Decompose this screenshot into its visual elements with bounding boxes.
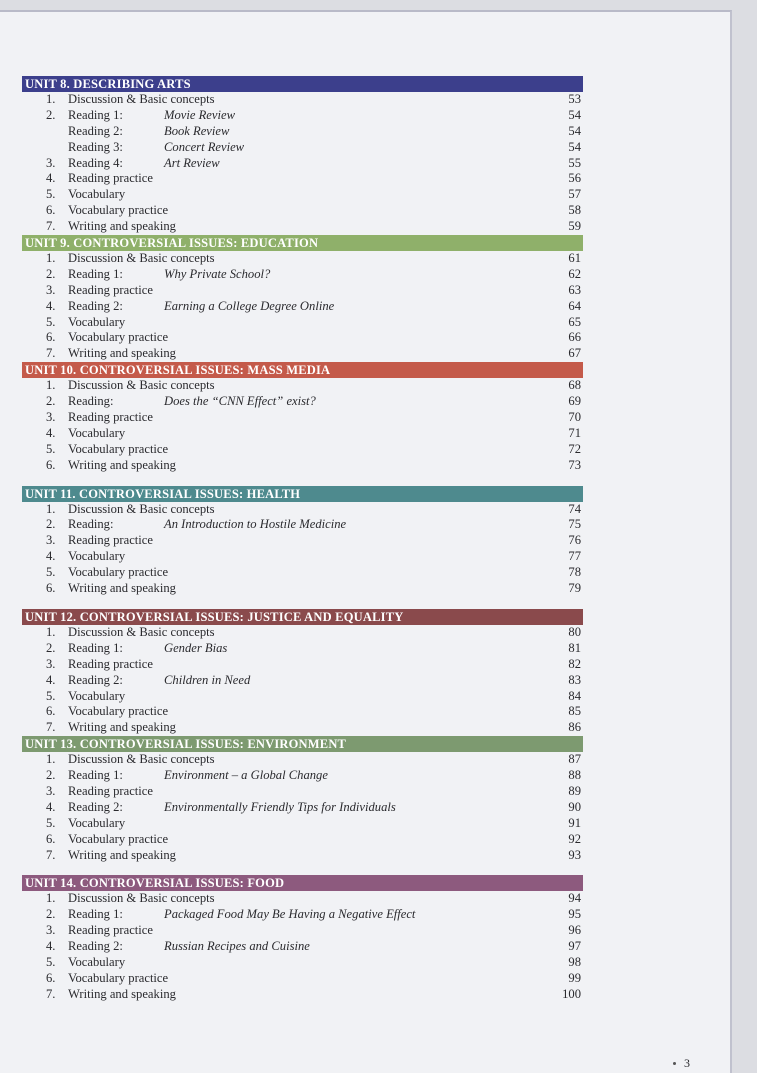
entry-label: Reading 3: bbox=[68, 139, 123, 154]
entry-label: Vocabulary practice bbox=[68, 441, 169, 456]
entry-label: Discussion & Basic concepts bbox=[68, 92, 215, 106]
toc-entry bbox=[22, 955, 590, 971]
entry-page-number: 59 bbox=[568, 219, 581, 234]
toc-entry bbox=[22, 124, 590, 140]
entry-label: Reading 1: bbox=[68, 107, 123, 122]
toc-entry bbox=[22, 92, 590, 108]
entry-number: 4. bbox=[46, 549, 56, 564]
entry-label: Writing and speaking bbox=[68, 581, 176, 596]
entry-label: Discussion & Basic concepts bbox=[68, 378, 215, 393]
entry-label: Writing and speaking bbox=[68, 219, 176, 234]
entry-label: Writing and speaking bbox=[68, 986, 176, 1001]
toc-entry bbox=[22, 533, 590, 549]
entry-label: Writing and speaking bbox=[68, 457, 176, 472]
entry-number: 6. bbox=[46, 704, 56, 719]
toc-entry bbox=[22, 410, 590, 426]
entry-title: Packaged Food May Be Having a Negative Effect bbox=[164, 907, 416, 922]
toc-entry bbox=[22, 517, 590, 533]
entry-page-number: 54 bbox=[568, 123, 581, 138]
toc-unit bbox=[22, 235, 590, 362]
entry-number: 6. bbox=[46, 581, 56, 596]
entry-page-number: 56 bbox=[568, 171, 581, 186]
toc-entry bbox=[22, 720, 590, 736]
entry-label: Reading practice bbox=[68, 923, 153, 938]
entry-label: Vocabulary practice bbox=[68, 203, 169, 218]
entry-label: Vocabulary practice bbox=[68, 565, 169, 580]
toc-entry bbox=[22, 689, 590, 705]
entry-number: 7. bbox=[46, 720, 56, 735]
toc-entry bbox=[22, 187, 590, 203]
entry-label: Writing and speaking bbox=[68, 346, 176, 361]
entry-label: Reading 1: bbox=[68, 768, 123, 783]
entry-number: 6. bbox=[46, 831, 56, 846]
toc-entry bbox=[22, 108, 590, 124]
entry-label: Vocabulary bbox=[68, 425, 126, 440]
entry-page-number: 83 bbox=[568, 672, 581, 687]
entry-page-number: 100 bbox=[562, 986, 581, 1001]
toc-entry bbox=[22, 203, 590, 219]
toc-entry bbox=[22, 704, 590, 720]
entry-number: 1. bbox=[46, 251, 56, 266]
entry-page-number: 84 bbox=[568, 688, 581, 703]
toc-entry bbox=[22, 565, 590, 581]
entry-page-number: 69 bbox=[568, 394, 581, 409]
entry-title: Earning a College Degree Online bbox=[164, 298, 335, 313]
ink-dot bbox=[673, 1062, 676, 1065]
toc-entry bbox=[22, 283, 590, 299]
toc-unit bbox=[22, 362, 590, 473]
toc-entry bbox=[22, 657, 590, 673]
entry-page-number: 82 bbox=[568, 656, 581, 671]
toc-unit bbox=[22, 609, 590, 736]
entry-page-number: 53 bbox=[568, 92, 581, 106]
entry-page-number: 72 bbox=[568, 441, 581, 456]
toc-entry bbox=[22, 549, 590, 565]
entry-page-number: 71 bbox=[568, 425, 581, 440]
entry-page-number: 77 bbox=[568, 549, 581, 564]
entry-label: Vocabulary bbox=[68, 688, 126, 703]
entry-label: Discussion & Basic concepts bbox=[68, 624, 215, 639]
entry-page-number: 68 bbox=[568, 378, 581, 393]
toc-unit bbox=[22, 486, 590, 597]
entry-label: Reading practice bbox=[68, 282, 153, 297]
entry-label: Reading 2: bbox=[68, 799, 123, 814]
toc-entry bbox=[22, 140, 590, 156]
toc-entry bbox=[22, 768, 590, 784]
toc-entry bbox=[22, 458, 590, 474]
unit-heading: UNIT 8. DESCRIBING ARTS bbox=[22, 76, 583, 92]
entry-number: 2. bbox=[46, 394, 56, 409]
entry-label: Reading 4: bbox=[68, 155, 123, 170]
entry-page-number: 67 bbox=[568, 346, 581, 361]
toc-entry bbox=[22, 171, 590, 187]
unit-heading: UNIT 10. CONTROVERSIAL ISSUES: MASS MEDIA bbox=[22, 362, 583, 378]
entry-title: Movie Review bbox=[164, 107, 235, 122]
toc-unit bbox=[22, 736, 590, 863]
entry-number: 2. bbox=[46, 768, 56, 783]
entry-page-number: 91 bbox=[568, 815, 581, 830]
toc-entry bbox=[22, 641, 590, 657]
entry-page-number: 75 bbox=[568, 517, 581, 532]
unit-heading: UNIT 13. CONTROVERSIAL ISSUES: ENVIRONMENT bbox=[22, 736, 583, 752]
entry-number: 3. bbox=[46, 923, 56, 938]
entry-number: 4. bbox=[46, 939, 56, 954]
toc-entry bbox=[22, 394, 590, 410]
entry-page-number: 66 bbox=[568, 330, 581, 345]
entry-page-number: 57 bbox=[568, 187, 581, 202]
entry-title: Concert Review bbox=[164, 139, 245, 154]
entry-page-number: 88 bbox=[568, 768, 581, 783]
entry-page-number: 76 bbox=[568, 533, 581, 548]
entry-label: Reading: bbox=[68, 517, 114, 532]
toc-entry bbox=[22, 330, 590, 346]
unit-heading: UNIT 12. CONTROVERSIAL ISSUES: JUSTICE AND EQUALITY bbox=[22, 609, 583, 625]
entry-number: 5. bbox=[46, 441, 56, 456]
entry-page-number: 73 bbox=[568, 457, 581, 472]
entry-page-number: 80 bbox=[568, 624, 581, 639]
entry-number: 6. bbox=[46, 330, 56, 345]
toc-entry bbox=[22, 673, 590, 689]
entry-label: Vocabulary bbox=[68, 815, 126, 830]
entry-number: 2. bbox=[46, 266, 56, 281]
entry-page-number: 93 bbox=[568, 847, 581, 862]
toc-entry bbox=[22, 581, 590, 597]
toc-entry bbox=[22, 939, 590, 955]
entry-title: An Introduction to Hostile Medicine bbox=[164, 517, 347, 532]
entry-label: Vocabulary practice bbox=[68, 704, 169, 719]
entry-number: 5. bbox=[46, 314, 56, 329]
toc-entry bbox=[22, 442, 590, 458]
entry-label: Reading practice bbox=[68, 171, 153, 186]
entry-page-number: 63 bbox=[568, 282, 581, 297]
entry-label: Reading practice bbox=[68, 783, 153, 798]
entry-page-number: 54 bbox=[568, 139, 581, 154]
entry-page-number: 55 bbox=[568, 155, 581, 170]
entry-label: Discussion & Basic concepts bbox=[68, 501, 215, 516]
entry-number: 5. bbox=[46, 815, 56, 830]
entry-page-number: 99 bbox=[568, 970, 581, 985]
entry-number: 1. bbox=[46, 92, 56, 106]
entry-label: Vocabulary practice bbox=[68, 970, 169, 985]
entry-number: 6. bbox=[46, 457, 56, 472]
toc-unit bbox=[22, 76, 590, 235]
entry-title: Art Review bbox=[164, 155, 220, 170]
entry-page-number: 81 bbox=[568, 640, 581, 655]
entry-page-number: 74 bbox=[568, 501, 581, 516]
toc-entry bbox=[22, 315, 590, 331]
toc-entry bbox=[22, 299, 590, 315]
entry-number: 5. bbox=[46, 954, 56, 969]
entry-number: 1. bbox=[46, 624, 56, 639]
entry-number: 3. bbox=[46, 282, 56, 297]
toc-entry bbox=[22, 426, 590, 442]
entry-label: Vocabulary practice bbox=[68, 330, 169, 345]
entry-page-number: 54 bbox=[568, 107, 581, 122]
toc-entry bbox=[22, 987, 590, 1003]
entry-number: 7. bbox=[46, 986, 56, 1001]
entry-label: Discussion & Basic concepts bbox=[68, 752, 215, 767]
toc-entry bbox=[22, 891, 590, 907]
entry-page-number: 95 bbox=[568, 907, 581, 922]
toc-entry bbox=[22, 752, 590, 768]
entry-number: 7. bbox=[46, 346, 56, 361]
entry-page-number: 78 bbox=[568, 565, 581, 580]
entry-label: Writing and speaking bbox=[68, 720, 176, 735]
unit-heading: UNIT 14. CONTROVERSIAL ISSUES: FOOD bbox=[22, 875, 583, 891]
table-of-contents bbox=[22, 76, 590, 1003]
entry-label: Vocabulary bbox=[68, 314, 126, 329]
entry-label: Reading 2: bbox=[68, 672, 123, 687]
entry-number: 5. bbox=[46, 565, 56, 580]
entry-title: Children in Need bbox=[164, 672, 251, 687]
entry-title: Why Private School? bbox=[164, 266, 271, 281]
document-page bbox=[0, 10, 732, 1073]
entry-page-number: 70 bbox=[568, 410, 581, 425]
toc-entry bbox=[22, 848, 590, 864]
entry-label: Reading 1: bbox=[68, 266, 123, 281]
entry-number: 4. bbox=[46, 672, 56, 687]
entry-number: 3. bbox=[46, 155, 56, 170]
entry-page-number: 64 bbox=[568, 298, 581, 313]
entry-number: 3. bbox=[46, 533, 56, 548]
toc-entry bbox=[22, 378, 590, 394]
entry-page-number: 92 bbox=[568, 831, 581, 846]
entry-number: 1. bbox=[46, 891, 56, 906]
entry-number: 1. bbox=[46, 752, 56, 767]
entry-number: 6. bbox=[46, 203, 56, 218]
entry-page-number: 86 bbox=[568, 720, 581, 735]
entry-number: 7. bbox=[46, 219, 56, 234]
entry-number: 7. bbox=[46, 847, 56, 862]
entry-label: Reading 2: bbox=[68, 123, 123, 138]
entry-number: 2. bbox=[46, 517, 56, 532]
entry-page-number: 97 bbox=[568, 939, 581, 954]
toc-entry bbox=[22, 907, 590, 923]
entry-label: Reading practice bbox=[68, 656, 153, 671]
entry-number: 3. bbox=[46, 410, 56, 425]
entry-page-number: 98 bbox=[568, 954, 581, 969]
entry-title: Gender Bias bbox=[164, 640, 228, 655]
entry-label: Reading 2: bbox=[68, 939, 123, 954]
unit-heading: UNIT 11. CONTROVERSIAL ISSUES: HEALTH bbox=[22, 486, 583, 502]
toc-entry bbox=[22, 502, 590, 518]
entry-label: Vocabulary practice bbox=[68, 831, 169, 846]
entry-label: Reading 1: bbox=[68, 640, 123, 655]
entry-page-number: 90 bbox=[568, 799, 581, 814]
entry-label: Vocabulary bbox=[68, 187, 126, 202]
toc-entry bbox=[22, 784, 590, 800]
entry-label: Reading 1: bbox=[68, 907, 123, 922]
entry-label: Vocabulary bbox=[68, 549, 126, 564]
entry-label: Reading: bbox=[68, 394, 114, 409]
page-number: 3 bbox=[684, 1056, 690, 1070]
entry-page-number: 61 bbox=[568, 251, 581, 266]
entry-page-number: 65 bbox=[568, 314, 581, 329]
entry-number: 1. bbox=[46, 378, 56, 393]
entry-page-number: 87 bbox=[568, 752, 581, 767]
entry-number: 2. bbox=[46, 107, 56, 122]
entry-number: 4. bbox=[46, 298, 56, 313]
entry-label: Discussion & Basic concepts bbox=[68, 251, 215, 266]
toc-entry bbox=[22, 816, 590, 832]
entry-title: Environmentally Friendly Tips for Individuals bbox=[164, 799, 396, 814]
toc-entry bbox=[22, 346, 590, 362]
entry-number: 3. bbox=[46, 783, 56, 798]
entry-label: Writing and speaking bbox=[68, 847, 176, 862]
entry-page-number: 62 bbox=[568, 266, 581, 281]
unit-heading: UNIT 9. CONTROVERSIAL ISSUES: EDUCATION bbox=[22, 235, 583, 251]
entry-number: 4. bbox=[46, 171, 56, 186]
entry-number: 2. bbox=[46, 907, 56, 922]
toc-unit bbox=[22, 875, 590, 1002]
entry-title: Does the “CNN Effect” exist? bbox=[164, 394, 316, 409]
entry-label: Discussion & Basic concepts bbox=[68, 891, 215, 906]
toc-entry bbox=[22, 219, 590, 235]
toc-entry bbox=[22, 971, 590, 987]
entry-title: Russian Recipes and Cuisine bbox=[164, 939, 310, 954]
entry-label: Vocabulary bbox=[68, 954, 126, 969]
entry-number: 4. bbox=[46, 799, 56, 814]
entry-number: 5. bbox=[46, 187, 56, 202]
entry-label: Reading 2: bbox=[68, 298, 123, 313]
entry-title: Book Review bbox=[164, 123, 230, 138]
entry-page-number: 79 bbox=[568, 581, 581, 596]
toc-entry bbox=[22, 832, 590, 848]
entry-number: 1. bbox=[46, 501, 56, 516]
entry-label: Reading practice bbox=[68, 533, 153, 548]
toc-entry bbox=[22, 156, 590, 172]
toc-entry bbox=[22, 800, 590, 816]
toc-entry bbox=[22, 267, 590, 283]
entry-number: 3. bbox=[46, 656, 56, 671]
entry-page-number: 58 bbox=[568, 203, 581, 218]
entry-page-number: 89 bbox=[568, 783, 581, 798]
entry-number: 6. bbox=[46, 970, 56, 985]
entry-page-number: 96 bbox=[568, 923, 581, 938]
entry-label: Reading practice bbox=[68, 410, 153, 425]
entry-page-number: 94 bbox=[568, 891, 581, 906]
entry-number: 4. bbox=[46, 425, 56, 440]
entry-page-number: 85 bbox=[568, 704, 581, 719]
toc-entry bbox=[22, 923, 590, 939]
entry-number: 5. bbox=[46, 688, 56, 703]
toc-entry bbox=[22, 625, 590, 641]
entry-title: Environment – a Global Change bbox=[164, 768, 328, 783]
toc-entry bbox=[22, 251, 590, 267]
entry-number: 2. bbox=[46, 640, 56, 655]
